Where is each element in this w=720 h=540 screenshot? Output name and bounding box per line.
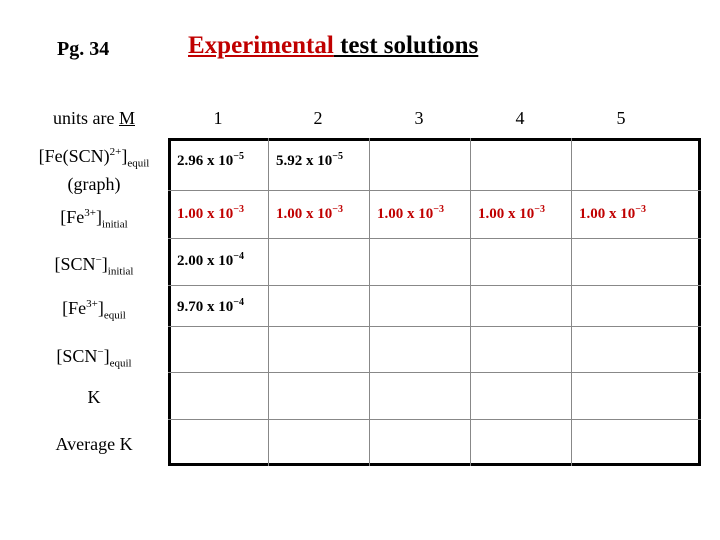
- label-main: [SCN: [56, 346, 98, 366]
- label-main: K: [87, 387, 101, 407]
- grid-divider: [369, 138, 370, 466]
- cell-r1c4: [579, 204, 646, 223]
- label-main: Average K: [55, 434, 133, 454]
- column-header-3: 3: [414, 108, 424, 128]
- grid-divider: [268, 138, 269, 466]
- cell-r1c1: [276, 204, 343, 223]
- grid-divider: [168, 326, 701, 327]
- cell-mantissa: 9.70 x 10: [177, 299, 234, 315]
- units-label: [10, 108, 178, 128]
- cell-exponent: −3: [433, 204, 444, 215]
- label-sub: equil: [103, 309, 126, 322]
- grid-divider: [168, 419, 701, 420]
- cell-r1c0: [177, 204, 244, 223]
- label-main: [Fe: [60, 207, 85, 227]
- page-title: [188, 32, 478, 60]
- column-header-1: 1: [213, 108, 223, 128]
- title-part-2: test solutions: [333, 32, 479, 59]
- cell-mantissa: 1.00 x 10: [579, 206, 636, 222]
- row-label-fe-initial: [10, 203, 178, 235]
- row-label-average-k: [10, 434, 178, 454]
- grid-divider: [168, 372, 701, 373]
- cell-exponent: −4: [233, 251, 244, 262]
- label-end: ]: [96, 207, 103, 227]
- label-main: [Fe(SCN): [38, 146, 110, 166]
- grid-divider: [571, 138, 572, 466]
- cell-mantissa: 5.92 x 10: [276, 153, 333, 169]
- row-label-scn-equil: [10, 342, 178, 374]
- cell-r2c0: [177, 251, 244, 270]
- cell-exponent: −3: [534, 204, 545, 215]
- label-line2: (graph): [67, 173, 121, 194]
- title-part-1: Experimental: [188, 32, 334, 59]
- cell-r0c1: [276, 151, 343, 170]
- cell-mantissa: 1.00 x 10: [177, 206, 234, 222]
- label-end: ]: [121, 146, 128, 166]
- label-sup: 3+: [86, 298, 98, 310]
- cell-exponent: −4: [233, 297, 244, 308]
- label-sub: equil: [127, 157, 150, 170]
- cell-exponent: −5: [233, 151, 244, 162]
- label-sup: 2+: [109, 146, 122, 158]
- label-end: ]: [103, 346, 110, 366]
- cell-mantissa: 1.00 x 10: [276, 206, 333, 222]
- cell-exponent: −3: [233, 204, 244, 215]
- row-label-fescn-equil: [10, 142, 178, 194]
- units-prefix: units are: [53, 108, 119, 128]
- row-label-scn-initial: [10, 250, 178, 282]
- label-sup: −: [97, 346, 104, 358]
- cell-mantissa: 1.00 x 10: [377, 206, 434, 222]
- units-unit: M: [118, 108, 135, 128]
- grid-divider: [470, 138, 471, 466]
- cell-r3c0: [177, 297, 244, 316]
- label-sub: initial: [102, 218, 128, 231]
- label-sub: equil: [109, 357, 132, 370]
- column-header-5: 5: [616, 108, 626, 128]
- cell-r1c3: [478, 204, 545, 223]
- page-label: Pg. 34: [57, 38, 110, 60]
- cell-mantissa: 2.96 x 10: [177, 153, 234, 169]
- label-sup: −: [95, 254, 102, 266]
- row-label-k: [10, 387, 178, 407]
- label-end: ]: [97, 298, 104, 318]
- cell-r1c2: [377, 204, 444, 223]
- grid-divider: [168, 238, 701, 239]
- label-sub: initial: [107, 265, 134, 278]
- grid-divider: [168, 285, 701, 286]
- column-header-2: 2: [313, 108, 323, 128]
- grid-divider: [168, 190, 701, 191]
- label-main: [SCN: [54, 254, 96, 274]
- column-header-4: 4: [515, 108, 525, 128]
- cell-exponent: −3: [635, 204, 646, 215]
- label-end: ]: [101, 254, 108, 274]
- cell-mantissa: 2.00 x 10: [177, 253, 234, 269]
- cell-mantissa: 1.00 x 10: [478, 206, 535, 222]
- cell-exponent: −5: [332, 151, 343, 162]
- label-main: [Fe: [62, 298, 87, 318]
- row-label-fe-equil: [10, 294, 178, 326]
- cell-exponent: −3: [332, 204, 343, 215]
- cell-r0c0: [177, 151, 244, 170]
- data-table-grid: [168, 138, 701, 466]
- label-sup: 3+: [84, 207, 97, 219]
